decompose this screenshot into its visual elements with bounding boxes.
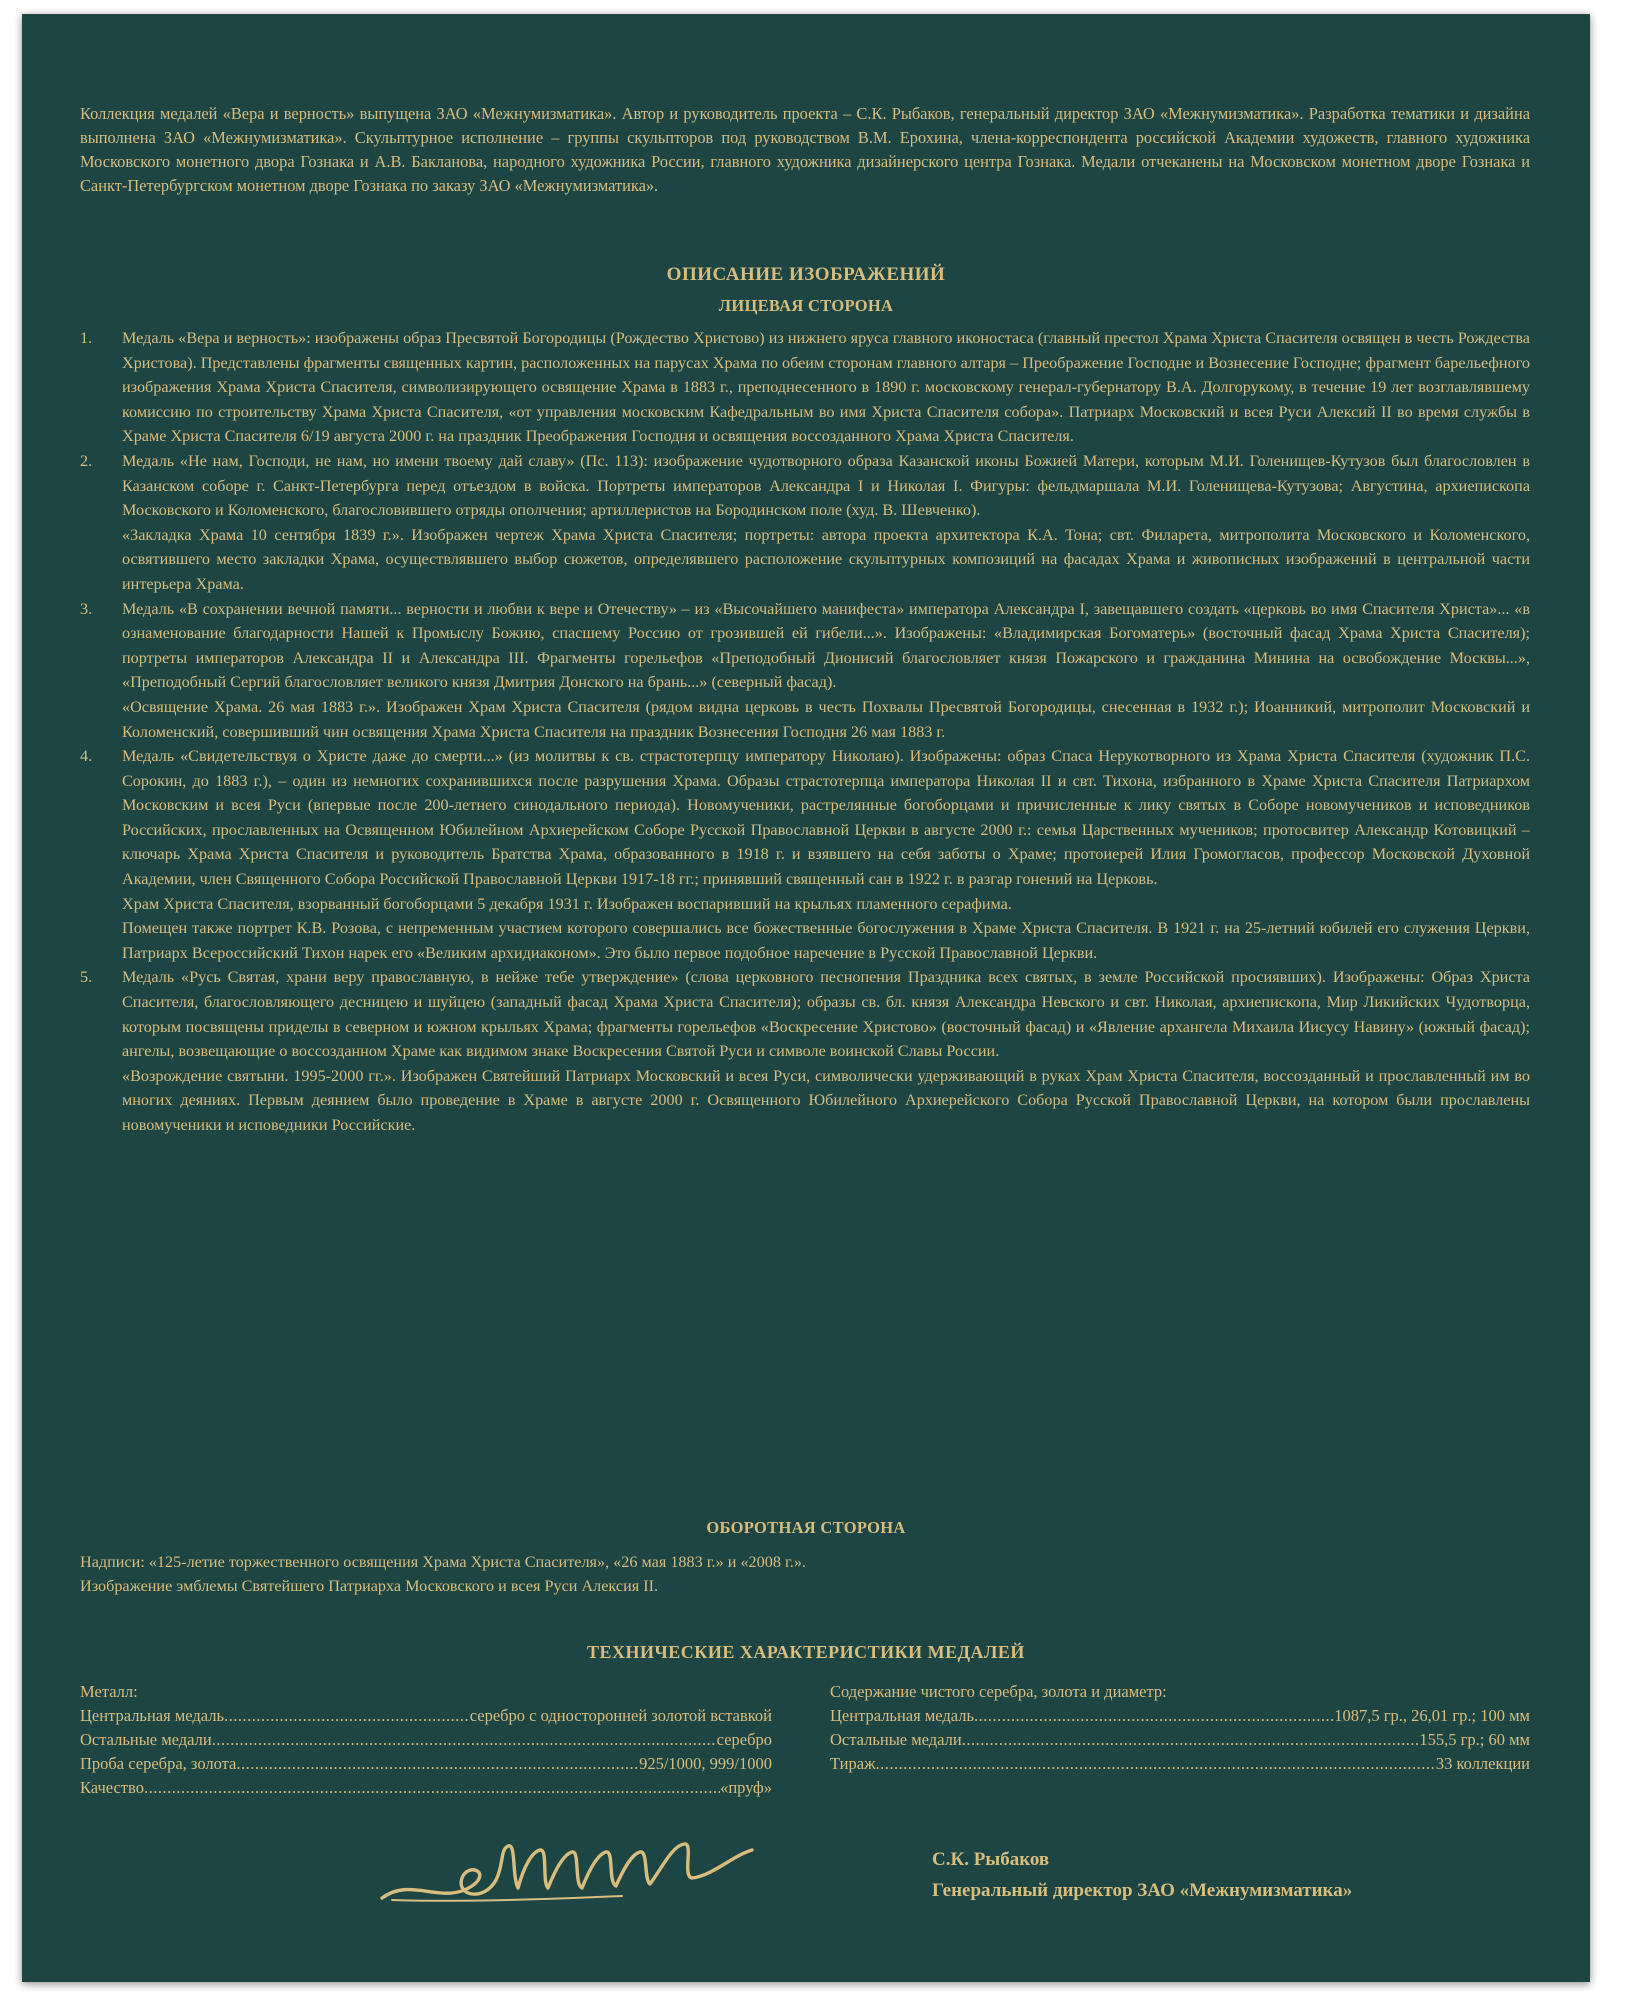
tech-row-label: Остальные медали [80, 1730, 212, 1749]
tech-row-label: Тираж [830, 1754, 876, 1773]
heading-tech: ТЕХНИЧЕСКИЕ ХАРАКТЕРИСТИКИ МЕДАЛЕЙ [587, 1642, 1025, 1662]
item-paragraph: Медаль «Свидетельствуя о Христе даже до смерти...» (из молитвы к св. страстотерпцу императору Николаю). Изображены: образ Спаса Нерукотворного из Храма Христа Спасителя (художник П.С. Сорокин, до 1883 г.), – один из немногих сохранившихся после разрушения Храма. Образы страстотерпца императора Николая II и свт. Тихона, избранного в Храме Христа Спасителя Патриархом Московским и всея Руси (впервые после 200-летнего синодального периода). Новомученики, растрелянные богоборцами и причисленные к лику святых в Соборе новомучеников и исповедников Российских, прославленных на Освященном Юбилейном Архиерейском Соборе Русской Православной Церкви в августе 2000 г.: семья Царственных мучеников; протосвитер Александр Котовицкий – ключарь Храма Христа Спасителя и руководитель Братства Храма, образованного в 1918 г. и взявшего на себя заботы о Храме; протоиерей Илия Громогласов, профессор Московской Духовной Академии, член Священного Собора Российской Православной Церкви 1917-18 гг.; принявший священный сан в 1922 г. в разгар гонений на Церковь. [122, 747, 1530, 889]
reverse-line: Изображение эмблемы Святейшего Патриарха Московского и всея Руси Алексия II. [80, 1577, 659, 1595]
tech-row-label: Качество [80, 1778, 144, 1797]
item-paragraph: Медаль «В сохранении вечной памяти... верности и любви к вере и Отечеству» – из «Высочайшего манифеста» императора Александра I, завещавшего создать «церковь во имя Спасителя Христа»... «в ознаменование благодарности Нашей к Промыслу Божию, спасшему Россию от грозившей ей гибели...». Изображены: «Владимирская Богоматерь» (восточный фасад Храма Христа Спасителя); портреты императоров Александра II и Александра III. Фрагменты горельефов «Преподобный Дионисий благословляет князя Пожарского и гражданина Минина на освобождение Москвы...», «Преподобный Сергий благословляет великого князя Дмитрия Донского на брань...» (северный фасад). [122, 599, 1530, 692]
reverse-description [80, 1550, 1530, 1598]
tech-row [830, 1728, 1530, 1752]
item-paragraph: Храм Христа Спасителя, взорванный богоборцами 5 декабря 1931 г. Изображен воспаривший на крыльях пламенного серафима. [122, 894, 1012, 913]
tech-row-label: Центральная медаль [80, 1706, 224, 1725]
list-item [80, 449, 1530, 597]
tech-row [830, 1752, 1530, 1776]
intro-paragraph: Коллекция медалей «Вера и верность» выпущена ЗАО «Межнумизматика». Автор и руководитель проекта – С.К. Рыбаков, генеральный директор ЗАО «Межнумизматика». Разработка тематики и дизайна выполнена ЗАО «Межнумизматика». Скульптурное исполнение – группы скульпторов под руководством В.М. Ерохина, члена-корреспондента российской Академии художеств, главного художника Московского монетного двора Гознака и А.В. Бакланова, народного художника России, главного художника дизайнерского центра Гознака. Медали отчеканены на Московском монетном дворе Гознака и Санкт-Петербургском монетном дворе Гознака по заказу ЗАО «Межнумизматика». [80, 104, 1530, 195]
tech-row-value: 155,5 гр.; 60 мм [1419, 1730, 1530, 1749]
list-item [80, 744, 1530, 965]
item-paragraph: Медаль «Русь Святая, храни веру православную, в нейже тебе утверждение» (слова церковного песнопения Праздника всех святых, в земле Российской просиявших). Изображены: Образ Христа Спасителя, благословляющего десницею и шуйцею (западный фасад Храма Христа Спасителя); образы св. бл. князя Александра Невского и свт. Николая, архиепископа, Мир Ликийских Чудотворца, которым посвящены приделы в северном и южном крыльях Храма; фрагменты горельефов «Воскресение Христово» (восточный фасад) и «Явление архангела Михаила Иисусу Навину» (южный фасад); ангелы, возвещающие о воссозданном Храме как видимом знаке Воскресения Святой Руси и символе воинской Славы России. [122, 968, 1530, 1061]
tech-left-title: Металл: [80, 1682, 138, 1701]
item-paragraph: «Возрождение святыни. 1995-2000 гг.». Изображен Святейший Патриарх Московский и всея Руси, символически удерживающий в руках Храм Христа Спасителя, воссозданный и прославленный им во многих деяниях. Первым деянием было проведение в Храме в августе 2000 г. Освященного Юбилейного Архиерейского Собора Русской Православной Церкви, на котором были прославлены новомученики и исповедники Российские. [122, 1066, 1530, 1134]
document-sheet [22, 14, 1590, 1982]
item-paragraph: «Закладка Храма 10 сентября 1839 г.». Изображен чертеж Храма Христа Спасителя; портреты: автора проекта архитектора К.А. Тона; свт. Филарета, митрополита Московского и Коломенского, освятившего место закладки Храма, осуществлявшего выбор сюжетов, определявшего расположение скульптурных композиций на фасадах Храма и живописных изображений в центральной части интерьера Храма. [122, 525, 1530, 593]
tech-row-label: Центральная медаль [830, 1706, 974, 1725]
reverse-line: Надписи: «125-летие торжественного освящения Храма Христа Спасителя», «26 мая 1883 г.» и «2008 г.». [80, 1553, 806, 1571]
tech-row [80, 1752, 772, 1776]
tech-row [80, 1776, 772, 1800]
tech-row-value: 33 коллекции [1435, 1754, 1530, 1773]
tech-row-label: Проба серебра, золота [80, 1754, 237, 1773]
heading-description: ОПИСАНИЕ ИЗОБРАЖЕНИЙ [666, 264, 946, 285]
description-list [80, 326, 1530, 1138]
list-item [80, 965, 1530, 1137]
item-number: 4. [80, 747, 93, 766]
tech-row [830, 1704, 1530, 1728]
heading-obverse: ЛИЦЕВАЯ СТОРОНА [718, 296, 894, 315]
item-number: 2. [80, 451, 93, 470]
item-paragraph: Медаль «Не нам, Господи, не нам, но имени твоему дай славу» (Пс. 113): изображение чудотворного образа Казанской иконы Божией Матери, которым М.И. Голенищев-Кутузов был благословлен в Казанском соборе г. Санкт-Петербурга перед отъездом в войска. Портреты императоров Александра I и Николая I. Фигуры: фельдмаршала М.И. Голенищева-Кутузова; Августина, архиепископа Московского и Коломенского, благословившего отряды ополчения; артиллеристов на Бородинском поле (худ. В. Шевченко). [122, 451, 1530, 520]
signer-title: Генеральный директор ЗАО «Межнумизматика» [932, 1880, 1353, 1901]
tech-row-value: серебро [716, 1730, 772, 1749]
tech-row [80, 1728, 772, 1752]
tech-row-value: серебро с односторонней золотой вставкой [469, 1706, 772, 1725]
tech-row-value: 925/1000, 999/1000 [639, 1754, 772, 1773]
list-item [80, 597, 1530, 745]
item-paragraph: «Освящение Храма. 26 мая 1883 г.». Изображен Храм Христа Спасителя (рядом видна церковь в честь Похвалы Пресвятой Богородицы, снесенная в 1932 г.); Иоанникий, митрополит Московский и Коломенский, совершивший чин освящения Храма Христа Спасителя на праздник Вознесения Господня 26 мая 1883 г. [122, 697, 1530, 741]
list-item [80, 326, 1530, 449]
heading-reverse: ОБОРОТНАЯ СТОРОНА [706, 1518, 906, 1537]
tech-left-column [80, 1680, 772, 1800]
item-number: 5. [80, 968, 93, 987]
signer-block [932, 1844, 1352, 1906]
item-paragraph: Медаль «Вера и верность»: изображены образ Пресвятой Богородицы (Рождество Христово) из нижнего яруса главного иконостаса (главный престол Храма Христа Спасителя освящен в честь Рождества Христова). Представлены фрагменты священных картин, расположенных на парусах Храма по обеим сторонам главного алтаря – Преображение Господне и Вознесение Господне; фрагмент барельефного изображения Храма Христа Спасителя, символизирующего освящение Храма в 1883 г., преподнесенного в 1890 г. московскому генерал-губернатору В.А. Долгорукому, в течение 19 лет возглавлявшему комиссию по строительству Храма Христа Спасителя, «от управления московским Кафедральным во имя Христа Спасителя собора». Патриарх Московский и всея Руси Алексий II во время службы в Храме Христа Спасителя 6/19 августа 2000 г. на праздник Преображения Господня и освящения воссозданного Храма Христа Спасителя. [122, 329, 1530, 446]
tech-row-value: «пруф» [720, 1778, 772, 1797]
item-number: 1. [80, 329, 93, 347]
item-number: 3. [80, 599, 93, 618]
tech-right-title: Содержание чистого серебра, золота и диаметр: [830, 1682, 1167, 1701]
signer-name: С.К. Рыбаков [932, 1849, 1050, 1870]
signature-image [372, 1806, 792, 1916]
tech-row [80, 1704, 772, 1728]
tech-row-label: Остальные медали [830, 1730, 962, 1749]
item-paragraph: Помещен также портрет К.В. Розова, с непременным участием которого совершались все божественные богослужения в Храме Христа Спасителя. В 1921 г. на 25-летний юбилей его служения Церкви, Патриарх Всероссийский Тихон нарек его «Великим архидиаконом». Это было первое подобное наречение в Русской Православной Церкви. [122, 919, 1530, 962]
tech-right-column [830, 1680, 1530, 1776]
tech-row-value: 1087,5 гр., 26,01 гр.; 100 мм [1334, 1706, 1530, 1725]
